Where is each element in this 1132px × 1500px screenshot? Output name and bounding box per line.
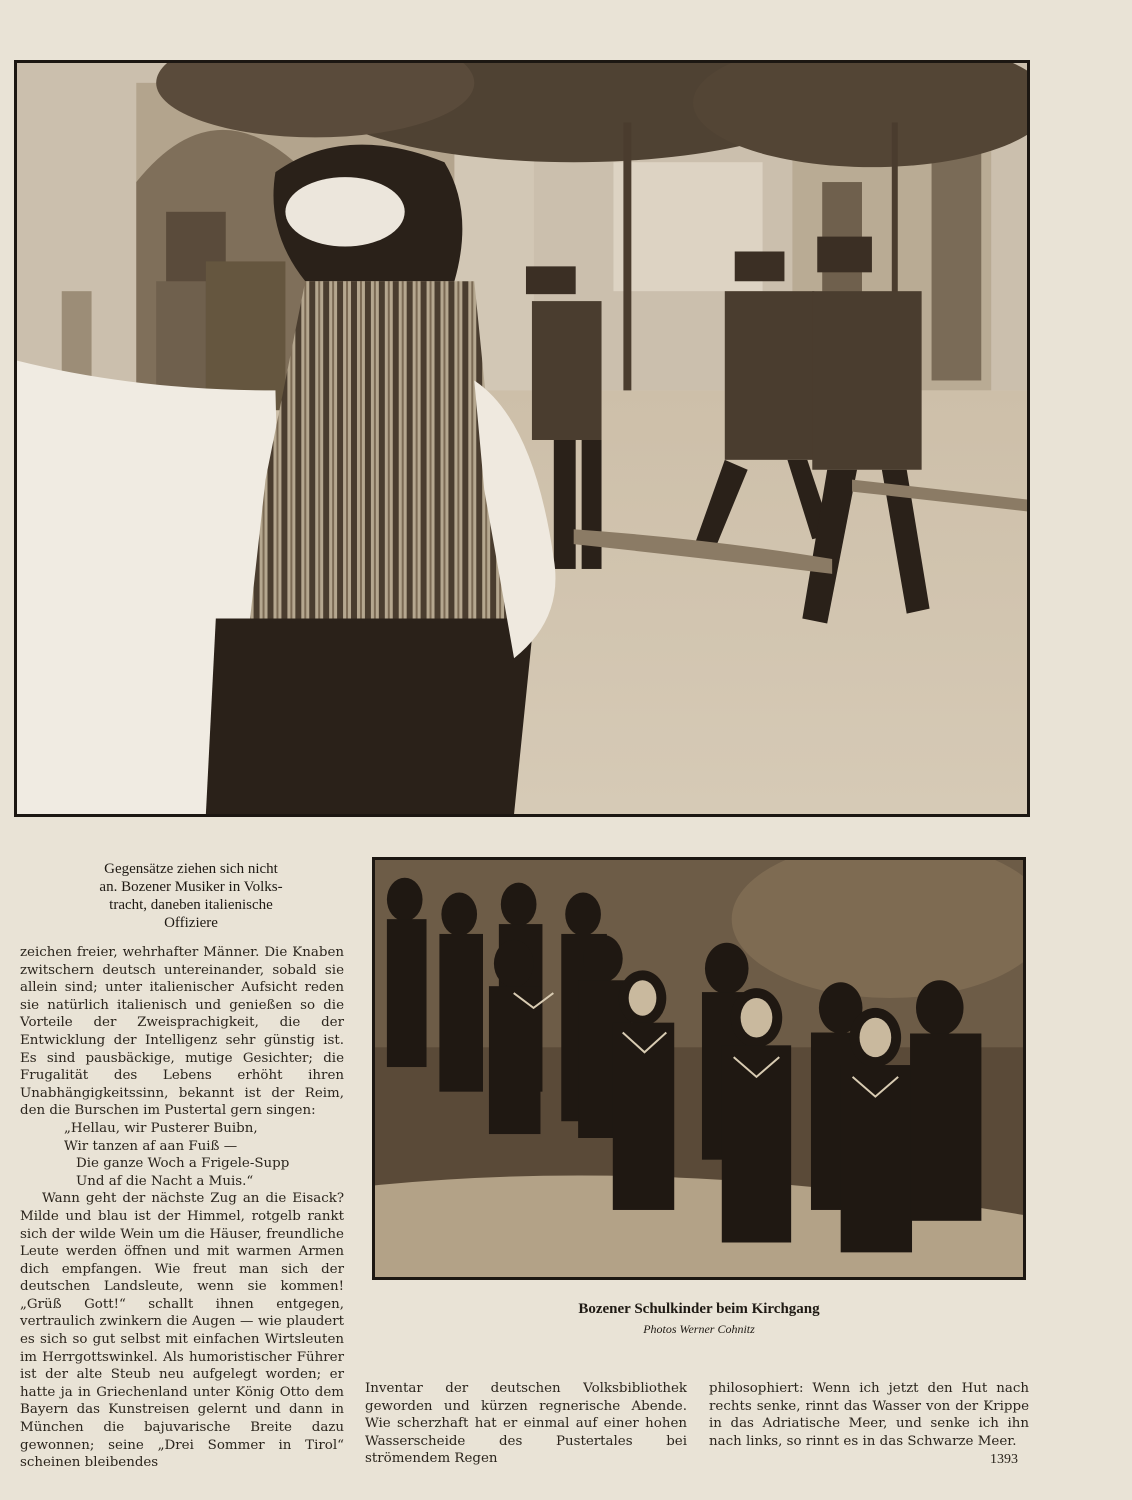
page-number: 1393 — [990, 1452, 1018, 1467]
photo-schoolchildren-image — [375, 860, 1023, 1277]
photo-musician-and-officers-image — [17, 63, 1027, 814]
verse-line: Die ganze Woch a Frigele-Supp — [76, 1156, 290, 1172]
caption-top-line: Offiziere — [164, 915, 218, 931]
caption-top-line: Gegensätze ziehen sich nicht — [104, 861, 278, 877]
caption-bottom-photo: Bozener Schulkinder beim Kirchgang — [578, 1301, 820, 1317]
verse-line: Wir tanzen af aan Fuiß — — [64, 1138, 238, 1154]
text-column-left — [20, 944, 344, 1472]
paragraph: zeichen freier, wehrhafter Männer. Die Knaben zwitschern deutsch untereinander, sobald sie allein sind; unter italienischer Aufsicht reden sie natürlich italienisch und genießen so die Vorteile der Zweisprachigkeit, die der Entwicklung der Intelligenz sehr günstig ist. Es sind pausbäckige, mutige Gesichter; die Frugalität des Lebens erhöht ihren Unabhängigkeitssinn, bekannt ist der Reim, den die Burschen im Pustertal gern singen: — [20, 945, 344, 1119]
verse-line: „Hellau, wir Pusterer Buibn, — [64, 1120, 258, 1136]
caption-top-line: tracht, daneben italienische — [109, 897, 273, 913]
photo-credit: Photos Werner Cohnitz — [643, 1322, 755, 1336]
paragraph: philosophiert: Wenn ich jetzt den Hut nach rechts senke, rinnt das Wasser von der Krippe in das Adriatische Meer, und senke ich ihn nach links, so rinnt es in das Schwarze Meer. — [709, 1381, 1029, 1449]
verse — [20, 1120, 344, 1190]
caption-top-photo — [70, 860, 312, 932]
verse-line: Und af die Nacht a Muis.“ — [76, 1173, 254, 1189]
photo-schoolchildren — [372, 857, 1026, 1280]
text-column-middle — [365, 1380, 687, 1468]
paragraph: Wann geht der nächste Zug an die Eisack? Milde und blau ist der Himmel, rotgelb rankt sich der wilde Wein um die Häuser, freundliche Leute werden öffnen und mit warmen Armen dich empfangen. Wie freut man sich der deutschen Landsleute, wenn sie kommen! „Grüß Gott!“ schallt ihnen entgegen, vertraulich zwinkern die Augen — wie plaudert es sich so gut selbst mit einfachen Wirtsleuten im Herrgottswinkel. Als humoristischer Führer ist der alte Steub neu aufgelegt worden; er hatte ja in Griechenland unter König Otto dem Bayern das Kunstreisen gelernt und dann in München die bajuvarische Breite dazu gewonnen; seine „Drei Sommer in Tirol“ scheinen bleibendes — [20, 1191, 344, 1471]
paragraph: Inventar der deutschen Volksbibliothek geworden und kürzen regnerische Abende. Wie scherzhaft hat er einmal auf einer hohen Wasserscheide des Pustertales bei strömendem Regen — [365, 1381, 687, 1467]
photo-musician-and-officers — [14, 60, 1030, 817]
caption-top-line: an. Bozener Musiker in Volks- — [99, 879, 283, 895]
text-column-right — [709, 1380, 1029, 1450]
